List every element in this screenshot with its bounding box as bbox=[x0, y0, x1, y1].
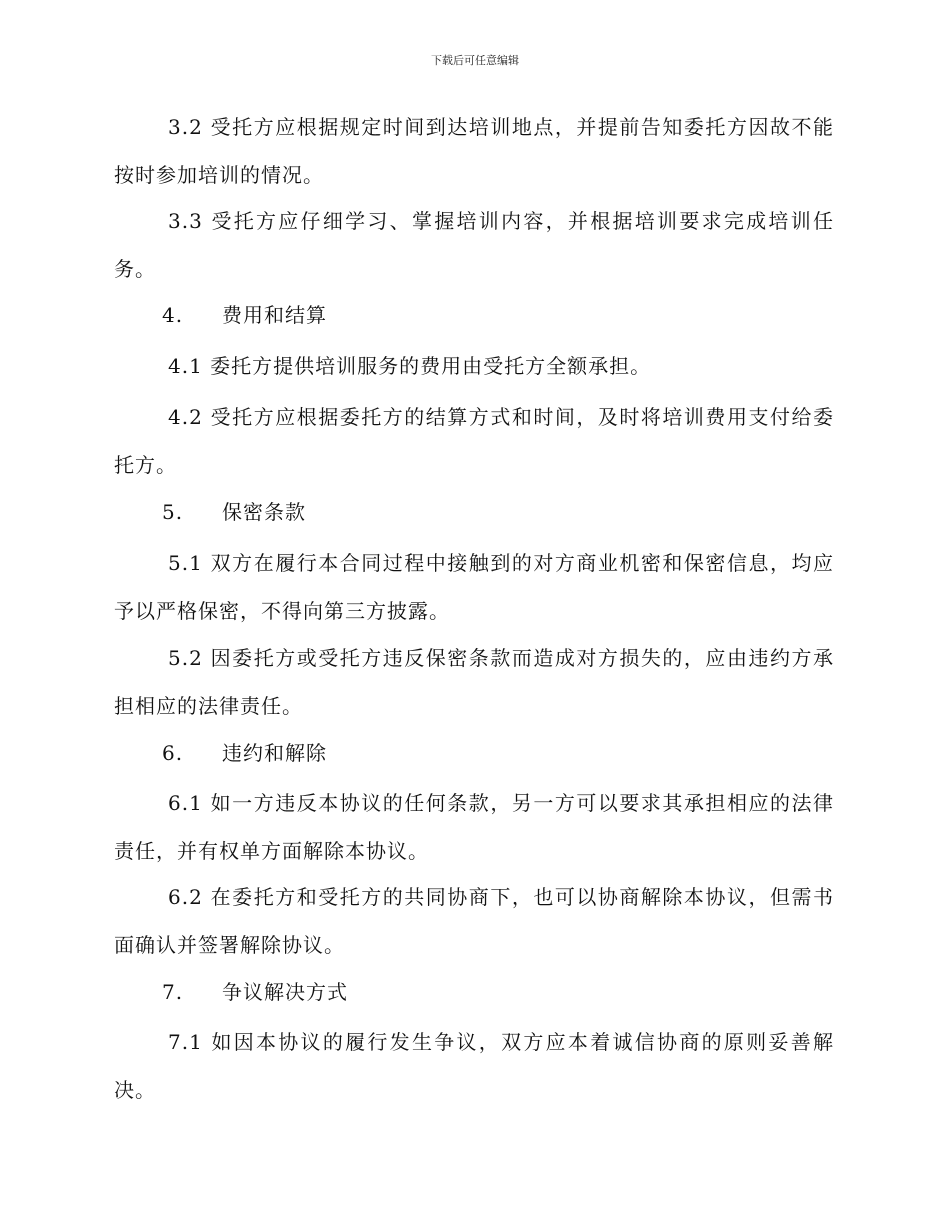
page-header: 下载后可任意编辑 bbox=[431, 54, 519, 67]
section-4-heading bbox=[114, 291, 834, 339]
section-5-heading bbox=[114, 488, 834, 536]
clause-4-1: 4.1 委托方提供培训服务的费用由受托方全额承担。 bbox=[168, 354, 652, 378]
clause-7-1: 7.1 如因本协议的履行发生争议，双方应本着诚信协商的原则妥善解决。 bbox=[114, 1030, 834, 1102]
clause-5-1: 5.1 双方在履行本合同过程中接触到的对方商业机密和保密信息，均应予以严格保密，不得向第三方披露。 bbox=[114, 551, 834, 623]
section-6-heading bbox=[114, 729, 834, 777]
section-4-title: 费用和结算 bbox=[222, 303, 327, 327]
section-4-number: 4. bbox=[162, 303, 184, 327]
clause-5-2: 5.2 因委托方或受托方违反保密条款而造成对方损失的，应由违约方承担相应的法律责任。 bbox=[114, 646, 834, 718]
clause-6-2: 6.2 在委托方和受托方的共同协商下，也可以协商解除本协议，但需书面确认并签署解除协议。 bbox=[114, 885, 834, 957]
clause-4-2: 4.2 受托方应根据委托方的结算方式和时间，及时将培训费用支付给委托方。 bbox=[114, 405, 834, 477]
clause-6-1: 6.1 如一方违反本协议的任何条款，另一方可以要求其承担相应的法律责任，并有权单方面解除本协议。 bbox=[114, 791, 834, 863]
clause-3-2: 3.2 受托方应根据规定时间到达培训地点，并提前告知委托方因故不能按时参加培训的情况。 bbox=[114, 115, 834, 187]
section-6-title: 违约和解除 bbox=[222, 741, 327, 765]
clause-3-3: 3.3 受托方应仔细学习、掌握培训内容，并根据培训要求完成培训任务。 bbox=[114, 209, 834, 281]
section-7-number: 7. bbox=[162, 980, 184, 1004]
section-5-title: 保密条款 bbox=[222, 500, 306, 524]
section-7-title: 争议解决方式 bbox=[222, 980, 348, 1004]
section-5-number: 5. bbox=[162, 500, 184, 524]
section-6-number: 6. bbox=[162, 741, 184, 765]
section-7-heading bbox=[114, 968, 834, 1016]
